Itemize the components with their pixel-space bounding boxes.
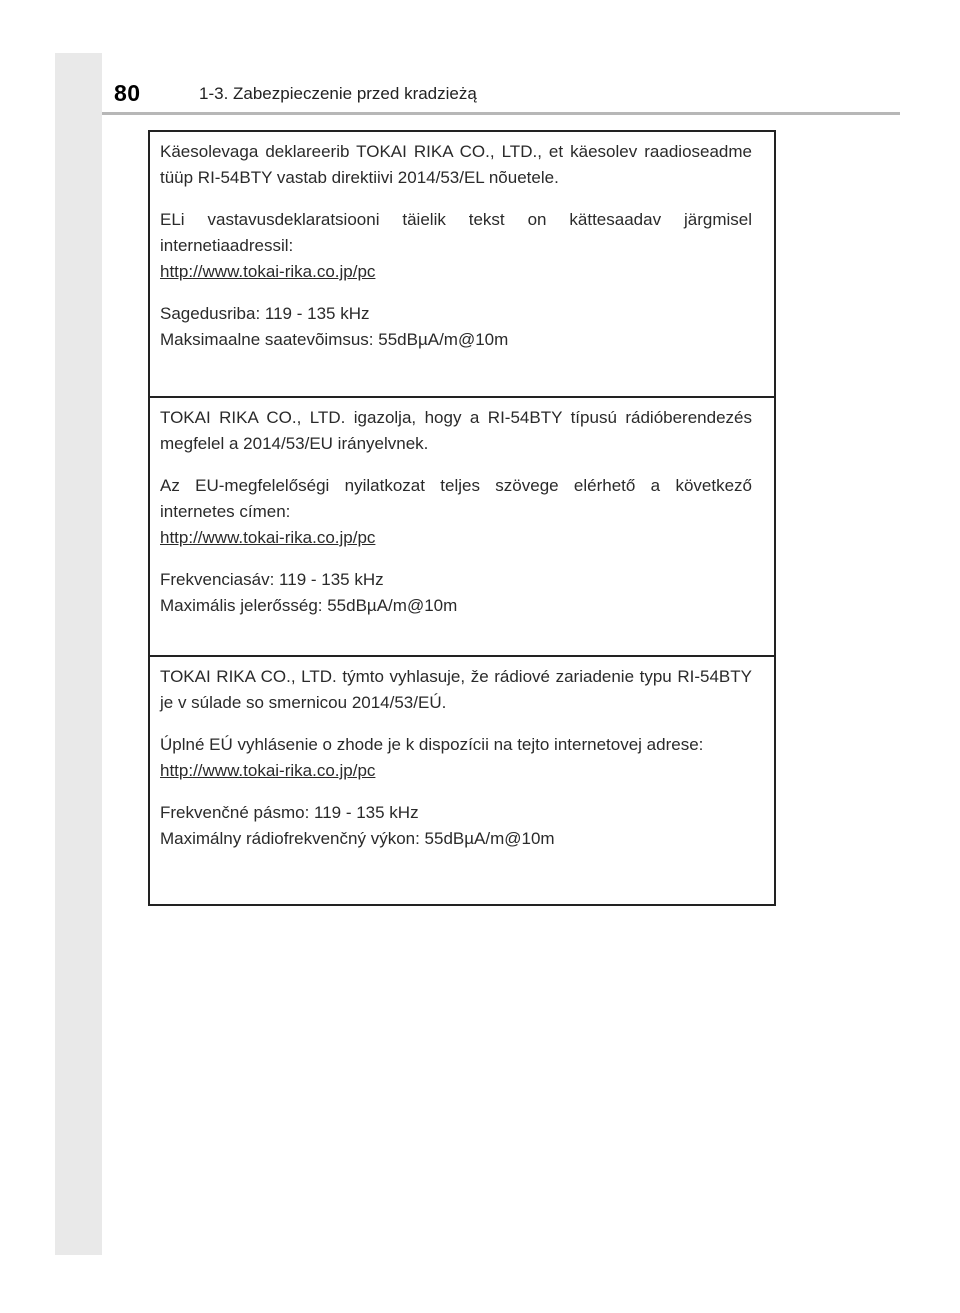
frequency-band-text: Sagedusriba: 119 - 135 kHz (160, 304, 370, 323)
declaration-text: TOKAI RIKA CO., LTD. igazolja, hogy a RI-54BTY típusú rádióberendezés megfelel a 2014/53/EU irányelvnek. (160, 408, 752, 453)
declaration-block-estonian (150, 132, 774, 396)
declaration-block-slovak (150, 655, 774, 904)
section-title: 1-3. Zabezpieczenie przed kradzieżą (199, 84, 477, 103)
page-header (102, 53, 900, 113)
availability-text: Úplné EÚ vyhlásenie o zhode je k dispozícii na tejto internetovej adrese: (160, 735, 704, 754)
declaration-block-hungarian (150, 396, 774, 655)
max-power-text: Maximális jelerősség: 55dBµA/m@10m (160, 596, 458, 615)
page-side-strip (55, 53, 102, 1255)
declaration-text: TOKAI RIKA CO., LTD. týmto vyhlasuje, že rádiové zariadenie typu RI-54BTY je v súlade so smernicou 2014/53/EÚ. (160, 667, 752, 712)
header-divider (102, 112, 900, 115)
max-power-text: Maksimaalne saatevõimsus: 55dBµA/m@10m (160, 330, 509, 349)
declaration-table (148, 130, 776, 906)
declaration-text: Käesolevaga deklareerib TOKAI RIKA CO., LTD., et käesolev raadioseadme tüüp RI-54BTY vastab direktiivi 2014/53/EL nõuetele. (160, 142, 752, 187)
frequency-band-text: Frekvenčné pásmo: 119 - 135 kHz (160, 803, 419, 822)
declaration-url-link[interactable]: http://www.tokai-rika.co.jp/pc (160, 761, 376, 780)
availability-text: ELi vastavusdeklaratsiooni täielik tekst on kättesaadav järgmisel internetiaadressil: (160, 210, 752, 255)
declaration-url-link[interactable]: http://www.tokai-rika.co.jp/pc (160, 262, 376, 281)
frequency-band-text: Frekvenciasáv: 119 - 135 kHz (160, 570, 384, 589)
availability-text: Az EU-megfelelőségi nyilatkozat teljes szövege elérhető a következő internetes címen: (160, 476, 752, 521)
max-power-text: Maximálny rádiofrekvenčný výkon: 55dBµA/m@10m (160, 829, 555, 848)
declaration-url-link[interactable]: http://www.tokai-rika.co.jp/pc (160, 528, 376, 547)
page-number: 80 (114, 80, 141, 106)
